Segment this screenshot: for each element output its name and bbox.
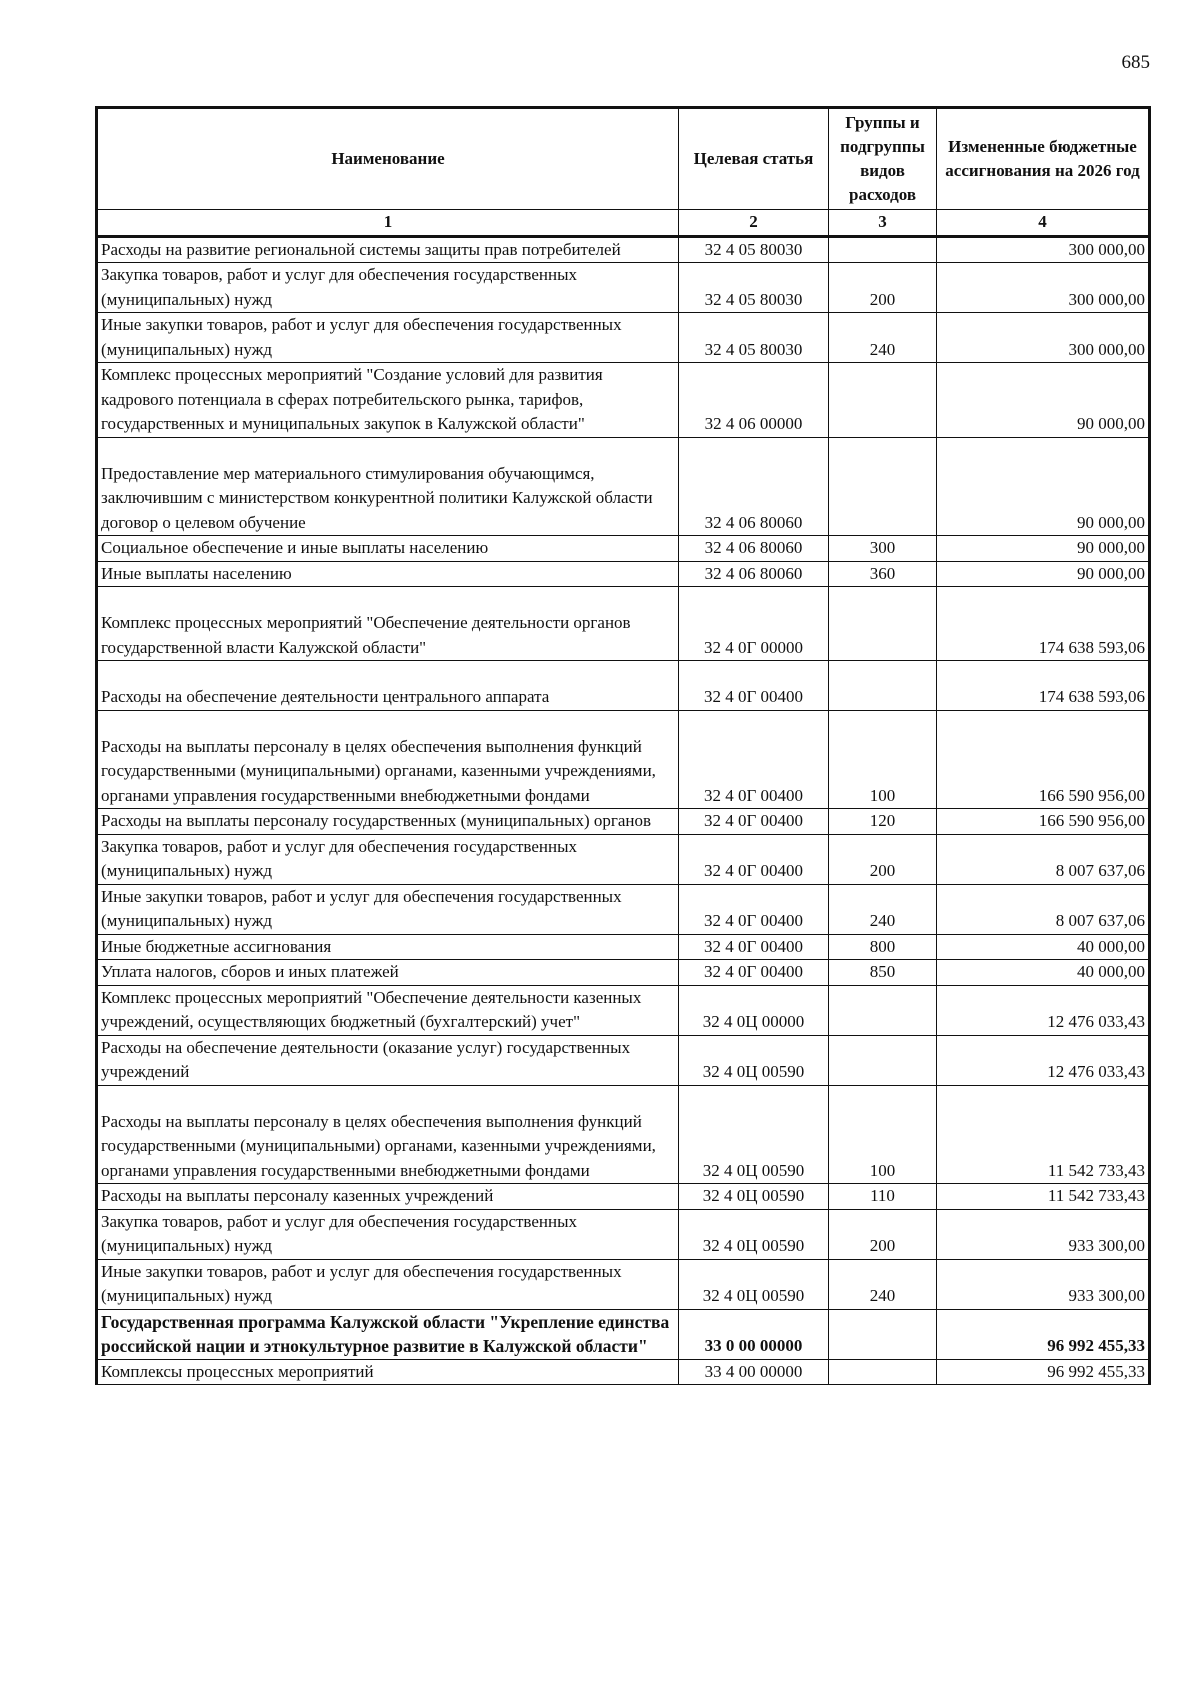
row-name: Предоставление мер материального стимулирования обучающимся, заключившим с министерством конкурентной политики Калужской области договор о целевом обучение (97, 437, 679, 536)
row-code: 32 4 0Ц 00590 (679, 1085, 829, 1184)
row-name: Расходы на выплаты персоналу государственных (муниципальных) органов (97, 809, 679, 835)
row-name: Иные бюджетные ассигнования (97, 934, 679, 960)
row-amount: 933 300,00 (937, 1209, 1150, 1259)
row-name: Расходы на выплаты персоналу в целях обеспечения выполнения функций государственными (муниципальными) органами, казенными учреждениями, органами управления государственными внебюджетными фондами (97, 1085, 679, 1184)
row-group (829, 1309, 937, 1359)
table-row (97, 1085, 1150, 1184)
row-amount: 300 000,00 (937, 236, 1150, 263)
page-number: 685 (1121, 52, 1150, 73)
row-group (829, 1359, 937, 1385)
table-row (97, 710, 1150, 809)
row-group (829, 437, 937, 536)
row-amount: 11 542 733,43 (937, 1184, 1150, 1210)
table-row (97, 263, 1150, 313)
row-name: Иные закупки товаров, работ и услуг для обеспечения государственных (муниципальных) нужд (97, 313, 679, 363)
row-amount: 300 000,00 (937, 263, 1150, 313)
row-group: 240 (829, 1259, 937, 1309)
row-group: 850 (829, 960, 937, 986)
budget-table (95, 106, 1151, 1385)
row-code: 32 4 0Ц 00590 (679, 1209, 829, 1259)
row-amount: 166 590 956,00 (937, 809, 1150, 835)
row-code: 32 4 05 80030 (679, 263, 829, 313)
row-code: 32 4 0Г 00400 (679, 661, 829, 711)
column-number-2: 2 (679, 210, 829, 237)
table-row (97, 313, 1150, 363)
row-code: 32 4 0Г 00000 (679, 587, 829, 661)
table-row (97, 1359, 1150, 1385)
row-group: 300 (829, 536, 937, 562)
column-number-1: 1 (97, 210, 679, 237)
row-name: Закупка товаров, работ и услуг для обеспечения государственных (муниципальных) нужд (97, 1209, 679, 1259)
row-amount: 90 000,00 (937, 536, 1150, 562)
row-amount: 40 000,00 (937, 934, 1150, 960)
row-group: 200 (829, 834, 937, 884)
table-row (97, 363, 1150, 438)
row-name: Расходы на обеспечение деятельности центрального аппарата (97, 661, 679, 711)
row-name: Расходы на выплаты персоналу казенных учреждений (97, 1184, 679, 1210)
table-row (97, 934, 1150, 960)
row-code: 32 4 05 80030 (679, 236, 829, 263)
row-code: 32 4 0Г 00400 (679, 809, 829, 835)
table-body (97, 236, 1150, 1385)
row-group: 110 (829, 1184, 937, 1210)
row-amount: 174 638 593,06 (937, 661, 1150, 711)
row-amount: 90 000,00 (937, 561, 1150, 587)
row-amount: 96 992 455,33 (937, 1309, 1150, 1359)
table-row (97, 834, 1150, 884)
row-group (829, 587, 937, 661)
table-row (97, 985, 1150, 1035)
row-code: 32 4 05 80030 (679, 313, 829, 363)
row-code: 32 4 06 00000 (679, 363, 829, 438)
row-group (829, 661, 937, 711)
row-name: Расходы на обеспечение деятельности (оказание услуг) государственных учреждений (97, 1035, 679, 1085)
table-row (97, 1184, 1150, 1210)
table-row (97, 1209, 1150, 1259)
row-code: 32 4 0Г 00400 (679, 884, 829, 934)
row-group: 100 (829, 1085, 937, 1184)
table-row (97, 960, 1150, 986)
row-code: 32 4 06 80060 (679, 536, 829, 562)
row-amount: 12 476 033,43 (937, 985, 1150, 1035)
row-name: Иные закупки товаров, работ и услуг для обеспечения государственных (муниципальных) нужд (97, 884, 679, 934)
row-name: Уплата налогов, сборов и иных платежей (97, 960, 679, 986)
table-row (97, 437, 1150, 536)
row-code: 32 4 0Г 00400 (679, 710, 829, 809)
row-code: 32 4 0Ц 00590 (679, 1035, 829, 1085)
row-group: 120 (829, 809, 937, 835)
row-name: Иные выплаты населению (97, 561, 679, 587)
row-name: Государственная программа Калужской области "Укрепление единства российской нации и этнокультурное развитие в Калужской области" (97, 1309, 679, 1359)
table-row (97, 1309, 1150, 1359)
row-amount: 8 007 637,06 (937, 884, 1150, 934)
row-amount: 8 007 637,06 (937, 834, 1150, 884)
row-name: Комплекс процессных мероприятий "Обеспечение деятельности органов государственной власти Калужской области" (97, 587, 679, 661)
row-group: 100 (829, 710, 937, 809)
row-amount: 40 000,00 (937, 960, 1150, 986)
row-amount: 166 590 956,00 (937, 710, 1150, 809)
row-code: 32 4 0Ц 00000 (679, 985, 829, 1035)
row-amount: 11 542 733,43 (937, 1085, 1150, 1184)
row-amount: 96 992 455,33 (937, 1359, 1150, 1385)
row-group (829, 985, 937, 1035)
row-group: 800 (829, 934, 937, 960)
row-group: 200 (829, 263, 937, 313)
table-row (97, 661, 1150, 711)
table-row (97, 536, 1150, 562)
table-row (97, 561, 1150, 587)
row-group: 240 (829, 313, 937, 363)
row-name: Комплекс процессных мероприятий "Создание условий для развития кадрового потенциала в сферах потребительского рынка, тарифов, государственных и муниципальных закупок в Калужской области" (97, 363, 679, 438)
table-row (97, 236, 1150, 263)
row-amount: 90 000,00 (937, 363, 1150, 438)
row-name: Комплексы процессных мероприятий (97, 1359, 679, 1385)
row-amount: 933 300,00 (937, 1259, 1150, 1309)
row-amount: 300 000,00 (937, 313, 1150, 363)
row-code: 32 4 0Ц 00590 (679, 1259, 829, 1309)
table-row (97, 1035, 1150, 1085)
row-group: 200 (829, 1209, 937, 1259)
column-number-3: 3 (829, 210, 937, 237)
row-name: Закупка товаров, работ и услуг для обеспечения государственных (муниципальных) нужд (97, 263, 679, 313)
row-group (829, 363, 937, 438)
row-group (829, 236, 937, 263)
table-row (97, 587, 1150, 661)
row-code: 32 4 0Г 00400 (679, 960, 829, 986)
row-code: 32 4 0Г 00400 (679, 934, 829, 960)
column-number-4: 4 (937, 210, 1150, 237)
table-row (97, 809, 1150, 835)
row-name: Комплекс процессных мероприятий "Обеспечение деятельности казенных учреждений, осуществляющих бюджетный (бухгалтерский) учет" (97, 985, 679, 1035)
row-group (829, 1035, 937, 1085)
row-code: 32 4 0Ц 00590 (679, 1184, 829, 1210)
row-amount: 174 638 593,06 (937, 587, 1150, 661)
row-name: Иные закупки товаров, работ и услуг для обеспечения государственных (муниципальных) нужд (97, 1259, 679, 1309)
row-name: Расходы на выплаты персоналу в целях обеспечения выполнения функций государственными (муниципальными) органами, казенными учреждениями, органами управления государственными внебюджетными фондами (97, 710, 679, 809)
row-name: Закупка товаров, работ и услуг для обеспечения государственных (муниципальных) нужд (97, 834, 679, 884)
table-row (97, 884, 1150, 934)
header-name: Наименование (97, 108, 679, 210)
header-group: Группы и подгруппы видов расходов (829, 108, 937, 210)
table-row (97, 1259, 1150, 1309)
row-code: 33 4 00 00000 (679, 1359, 829, 1385)
table-header (97, 108, 1150, 237)
row-amount: 90 000,00 (937, 437, 1150, 536)
header-target: Целевая статья (679, 108, 829, 210)
row-amount: 12 476 033,43 (937, 1035, 1150, 1085)
row-code: 32 4 06 80060 (679, 561, 829, 587)
row-code: 32 4 06 80060 (679, 437, 829, 536)
row-code: 33 0 00 00000 (679, 1309, 829, 1359)
row-group: 360 (829, 561, 937, 587)
row-group: 240 (829, 884, 937, 934)
header-amount: Измененные бюджетные ассигнования на 2026 год (937, 108, 1150, 210)
row-code: 32 4 0Г 00400 (679, 834, 829, 884)
row-name: Социальное обеспечение и иные выплаты населению (97, 536, 679, 562)
row-name: Расходы на развитие региональной системы защиты прав потребителей (97, 236, 679, 263)
